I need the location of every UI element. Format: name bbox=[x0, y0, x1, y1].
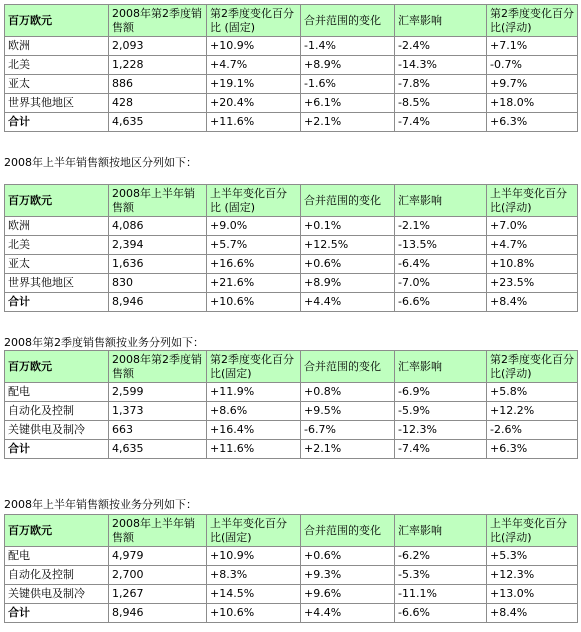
table-cell: 8,946 bbox=[109, 293, 207, 312]
section-caption: 2008年第2季度销售额按业务分列如下： bbox=[4, 336, 204, 349]
table-cell: +9.3% bbox=[301, 566, 395, 585]
table-cell: +20.4% bbox=[207, 94, 301, 113]
table-cell: +8.4% bbox=[487, 604, 578, 623]
table-cell: 8,946 bbox=[109, 604, 207, 623]
header-cell: 百万欧元 bbox=[5, 515, 109, 547]
header-cell: 上半年变化百分比(固定) bbox=[207, 515, 301, 547]
table-row bbox=[5, 255, 578, 274]
header-cell: 百万欧元 bbox=[5, 351, 109, 383]
row-label: 合计 bbox=[5, 113, 109, 132]
table-cell: 886 bbox=[109, 75, 207, 94]
row-label: 配电 bbox=[5, 383, 109, 402]
header-cell: 第2季度变化百分比(浮动) bbox=[487, 351, 578, 383]
table-cell: +10.6% bbox=[207, 604, 301, 623]
table-cell: +11.6% bbox=[207, 113, 301, 132]
table-cell: +0.6% bbox=[301, 255, 395, 274]
row-label: 关键供电及制冷 bbox=[5, 421, 109, 440]
table-cell: 1,373 bbox=[109, 402, 207, 421]
h1-sales-by-region-table bbox=[4, 184, 578, 312]
total-row bbox=[5, 440, 578, 459]
table-row bbox=[5, 274, 578, 293]
table-cell: +6.1% bbox=[301, 94, 395, 113]
table-cell: 830 bbox=[109, 274, 207, 293]
table-cell: +4.4% bbox=[301, 293, 395, 312]
table-cell: -14.3% bbox=[395, 56, 487, 75]
table-cell: -7.4% bbox=[395, 440, 487, 459]
table-cell: -6.4% bbox=[395, 255, 487, 274]
row-label: 配电 bbox=[5, 547, 109, 566]
table-cell: +2.1% bbox=[301, 113, 395, 132]
q2-sales-by-region-table bbox=[4, 4, 578, 132]
table-header-row bbox=[5, 515, 578, 547]
table-cell: +12.2% bbox=[487, 402, 578, 421]
table-cell: -1.4% bbox=[301, 37, 395, 56]
table-cell: +0.6% bbox=[301, 547, 395, 566]
table-cell: -7.8% bbox=[395, 75, 487, 94]
table-cell: -1.6% bbox=[301, 75, 395, 94]
table-cell: +9.5% bbox=[301, 402, 395, 421]
table-cell: -6.6% bbox=[395, 293, 487, 312]
header-cell: 百万欧元 bbox=[5, 5, 109, 37]
section-caption: 2008年上半年销售额按地区分列如下： bbox=[4, 156, 197, 169]
table-cell: +16.6% bbox=[207, 255, 301, 274]
table-cell: -6.6% bbox=[395, 604, 487, 623]
table-cell: +8.3% bbox=[207, 566, 301, 585]
table-cell: -6.2% bbox=[395, 547, 487, 566]
table-cell: +16.4% bbox=[207, 421, 301, 440]
table-row bbox=[5, 566, 578, 585]
table-cell: 4,635 bbox=[109, 113, 207, 132]
table-row bbox=[5, 585, 578, 604]
header-cell: 2008年上半年销售额 bbox=[109, 515, 207, 547]
table-cell: -7.4% bbox=[395, 113, 487, 132]
header-cell: 汇率影响 bbox=[395, 351, 487, 383]
table-cell: 1,228 bbox=[109, 56, 207, 75]
table-header-row bbox=[5, 5, 578, 37]
table-cell: +14.5% bbox=[207, 585, 301, 604]
header-cell: 上半年变化百分比(浮动) bbox=[487, 515, 578, 547]
row-label: 北美 bbox=[5, 236, 109, 255]
total-row bbox=[5, 113, 578, 132]
table-cell: +21.6% bbox=[207, 274, 301, 293]
table-cell: +8.6% bbox=[207, 402, 301, 421]
header-cell: 汇率影响 bbox=[395, 185, 487, 217]
table-row bbox=[5, 236, 578, 255]
row-label: 世界其他地区 bbox=[5, 94, 109, 113]
table-cell: 2,394 bbox=[109, 236, 207, 255]
table-cell: -5.3% bbox=[395, 566, 487, 585]
table-cell: +5.8% bbox=[487, 383, 578, 402]
table-cell: +18.0% bbox=[487, 94, 578, 113]
table-cell: +4.7% bbox=[487, 236, 578, 255]
table-header-row bbox=[5, 185, 578, 217]
table-cell: +11.9% bbox=[207, 383, 301, 402]
row-label: 亚太 bbox=[5, 75, 109, 94]
row-label: 合计 bbox=[5, 293, 109, 312]
table-cell: 2,599 bbox=[109, 383, 207, 402]
header-cell: 合并范围的变化 bbox=[301, 5, 395, 37]
table-cell: -12.3% bbox=[395, 421, 487, 440]
table-cell: -0.7% bbox=[487, 56, 578, 75]
table-cell: -8.5% bbox=[395, 94, 487, 113]
table-cell: 663 bbox=[109, 421, 207, 440]
table-cell: 428 bbox=[109, 94, 207, 113]
table-cell: 4,086 bbox=[109, 217, 207, 236]
h1-sales-by-business-table bbox=[4, 514, 578, 623]
table-cell: 1,267 bbox=[109, 585, 207, 604]
table-cell: +10.9% bbox=[207, 37, 301, 56]
row-label: 关键供电及制冷 bbox=[5, 585, 109, 604]
row-label: 自动化及控制 bbox=[5, 402, 109, 421]
table-cell: -2.6% bbox=[487, 421, 578, 440]
header-cell: 汇率影响 bbox=[395, 515, 487, 547]
table-cell: +7.0% bbox=[487, 217, 578, 236]
table-cell: 2,700 bbox=[109, 566, 207, 585]
table-cell: -13.5% bbox=[395, 236, 487, 255]
table-cell: -11.1% bbox=[395, 585, 487, 604]
header-cell: 合并范围的变化 bbox=[301, 351, 395, 383]
table-cell: +9.6% bbox=[301, 585, 395, 604]
table-cell: +10.8% bbox=[487, 255, 578, 274]
table-row bbox=[5, 75, 578, 94]
row-label: 欧洲 bbox=[5, 37, 109, 56]
table-cell: +5.7% bbox=[207, 236, 301, 255]
table-cell: +9.7% bbox=[487, 75, 578, 94]
table-cell: 1,636 bbox=[109, 255, 207, 274]
table-cell: +11.6% bbox=[207, 440, 301, 459]
row-label: 北美 bbox=[5, 56, 109, 75]
table-cell: -7.0% bbox=[395, 274, 487, 293]
table-cell: +4.4% bbox=[301, 604, 395, 623]
row-label: 亚太 bbox=[5, 255, 109, 274]
table-row bbox=[5, 383, 578, 402]
table-cell: 4,979 bbox=[109, 547, 207, 566]
header-cell: 合并范围的变化 bbox=[301, 185, 395, 217]
table-row bbox=[5, 217, 578, 236]
table-row bbox=[5, 56, 578, 75]
header-cell: 百万欧元 bbox=[5, 185, 109, 217]
table-cell: +12.5% bbox=[301, 236, 395, 255]
table-cell: +8.4% bbox=[487, 293, 578, 312]
row-label: 合计 bbox=[5, 440, 109, 459]
q2-sales-by-business-table bbox=[4, 350, 578, 459]
row-label: 欧洲 bbox=[5, 217, 109, 236]
table-cell: +10.9% bbox=[207, 547, 301, 566]
header-cell: 第2季度变化百分比 (固定) bbox=[207, 5, 301, 37]
header-cell: 上半年变化百分比 (固定) bbox=[207, 185, 301, 217]
table-cell: +9.0% bbox=[207, 217, 301, 236]
header-cell: 2008年上半年销售额 bbox=[109, 185, 207, 217]
table-cell: +0.8% bbox=[301, 383, 395, 402]
total-row bbox=[5, 293, 578, 312]
section-caption: 2008年上半年销售额按业务分列如下： bbox=[4, 498, 197, 511]
table-header-row bbox=[5, 351, 578, 383]
table-cell: +7.1% bbox=[487, 37, 578, 56]
table-cell: +13.0% bbox=[487, 585, 578, 604]
table-cell: +23.5% bbox=[487, 274, 578, 293]
table-cell: 4,635 bbox=[109, 440, 207, 459]
table-row bbox=[5, 37, 578, 56]
table-cell: -5.9% bbox=[395, 402, 487, 421]
table-cell: +12.3% bbox=[487, 566, 578, 585]
header-cell: 第2季度变化百分比(固定) bbox=[207, 351, 301, 383]
table-cell: +10.6% bbox=[207, 293, 301, 312]
table-cell: -6.7% bbox=[301, 421, 395, 440]
header-cell: 第2季度变化百分比(浮动) bbox=[487, 5, 578, 37]
table-row bbox=[5, 94, 578, 113]
table-row bbox=[5, 402, 578, 421]
table-cell: +2.1% bbox=[301, 440, 395, 459]
header-cell: 2008年第2季度销售额 bbox=[109, 351, 207, 383]
table-cell: +19.1% bbox=[207, 75, 301, 94]
row-label: 自动化及控制 bbox=[5, 566, 109, 585]
table-cell: -2.1% bbox=[395, 217, 487, 236]
table-cell: +6.3% bbox=[487, 113, 578, 132]
row-label: 世界其他地区 bbox=[5, 274, 109, 293]
total-row bbox=[5, 604, 578, 623]
table-cell: -6.9% bbox=[395, 383, 487, 402]
header-cell: 合并范围的变化 bbox=[301, 515, 395, 547]
header-cell: 上半年变化百分比(浮动) bbox=[487, 185, 578, 217]
table-cell: +8.9% bbox=[301, 56, 395, 75]
table-cell: +8.9% bbox=[301, 274, 395, 293]
table-cell: +5.3% bbox=[487, 547, 578, 566]
row-label: 合计 bbox=[5, 604, 109, 623]
table-row bbox=[5, 421, 578, 440]
table-row bbox=[5, 547, 578, 566]
header-cell: 汇率影响 bbox=[395, 5, 487, 37]
table-cell: -2.4% bbox=[395, 37, 487, 56]
header-cell: 2008年第2季度销售额 bbox=[109, 5, 207, 37]
table-cell: +4.7% bbox=[207, 56, 301, 75]
table-cell: 2,093 bbox=[109, 37, 207, 56]
table-cell: +6.3% bbox=[487, 440, 578, 459]
table-cell: +0.1% bbox=[301, 217, 395, 236]
